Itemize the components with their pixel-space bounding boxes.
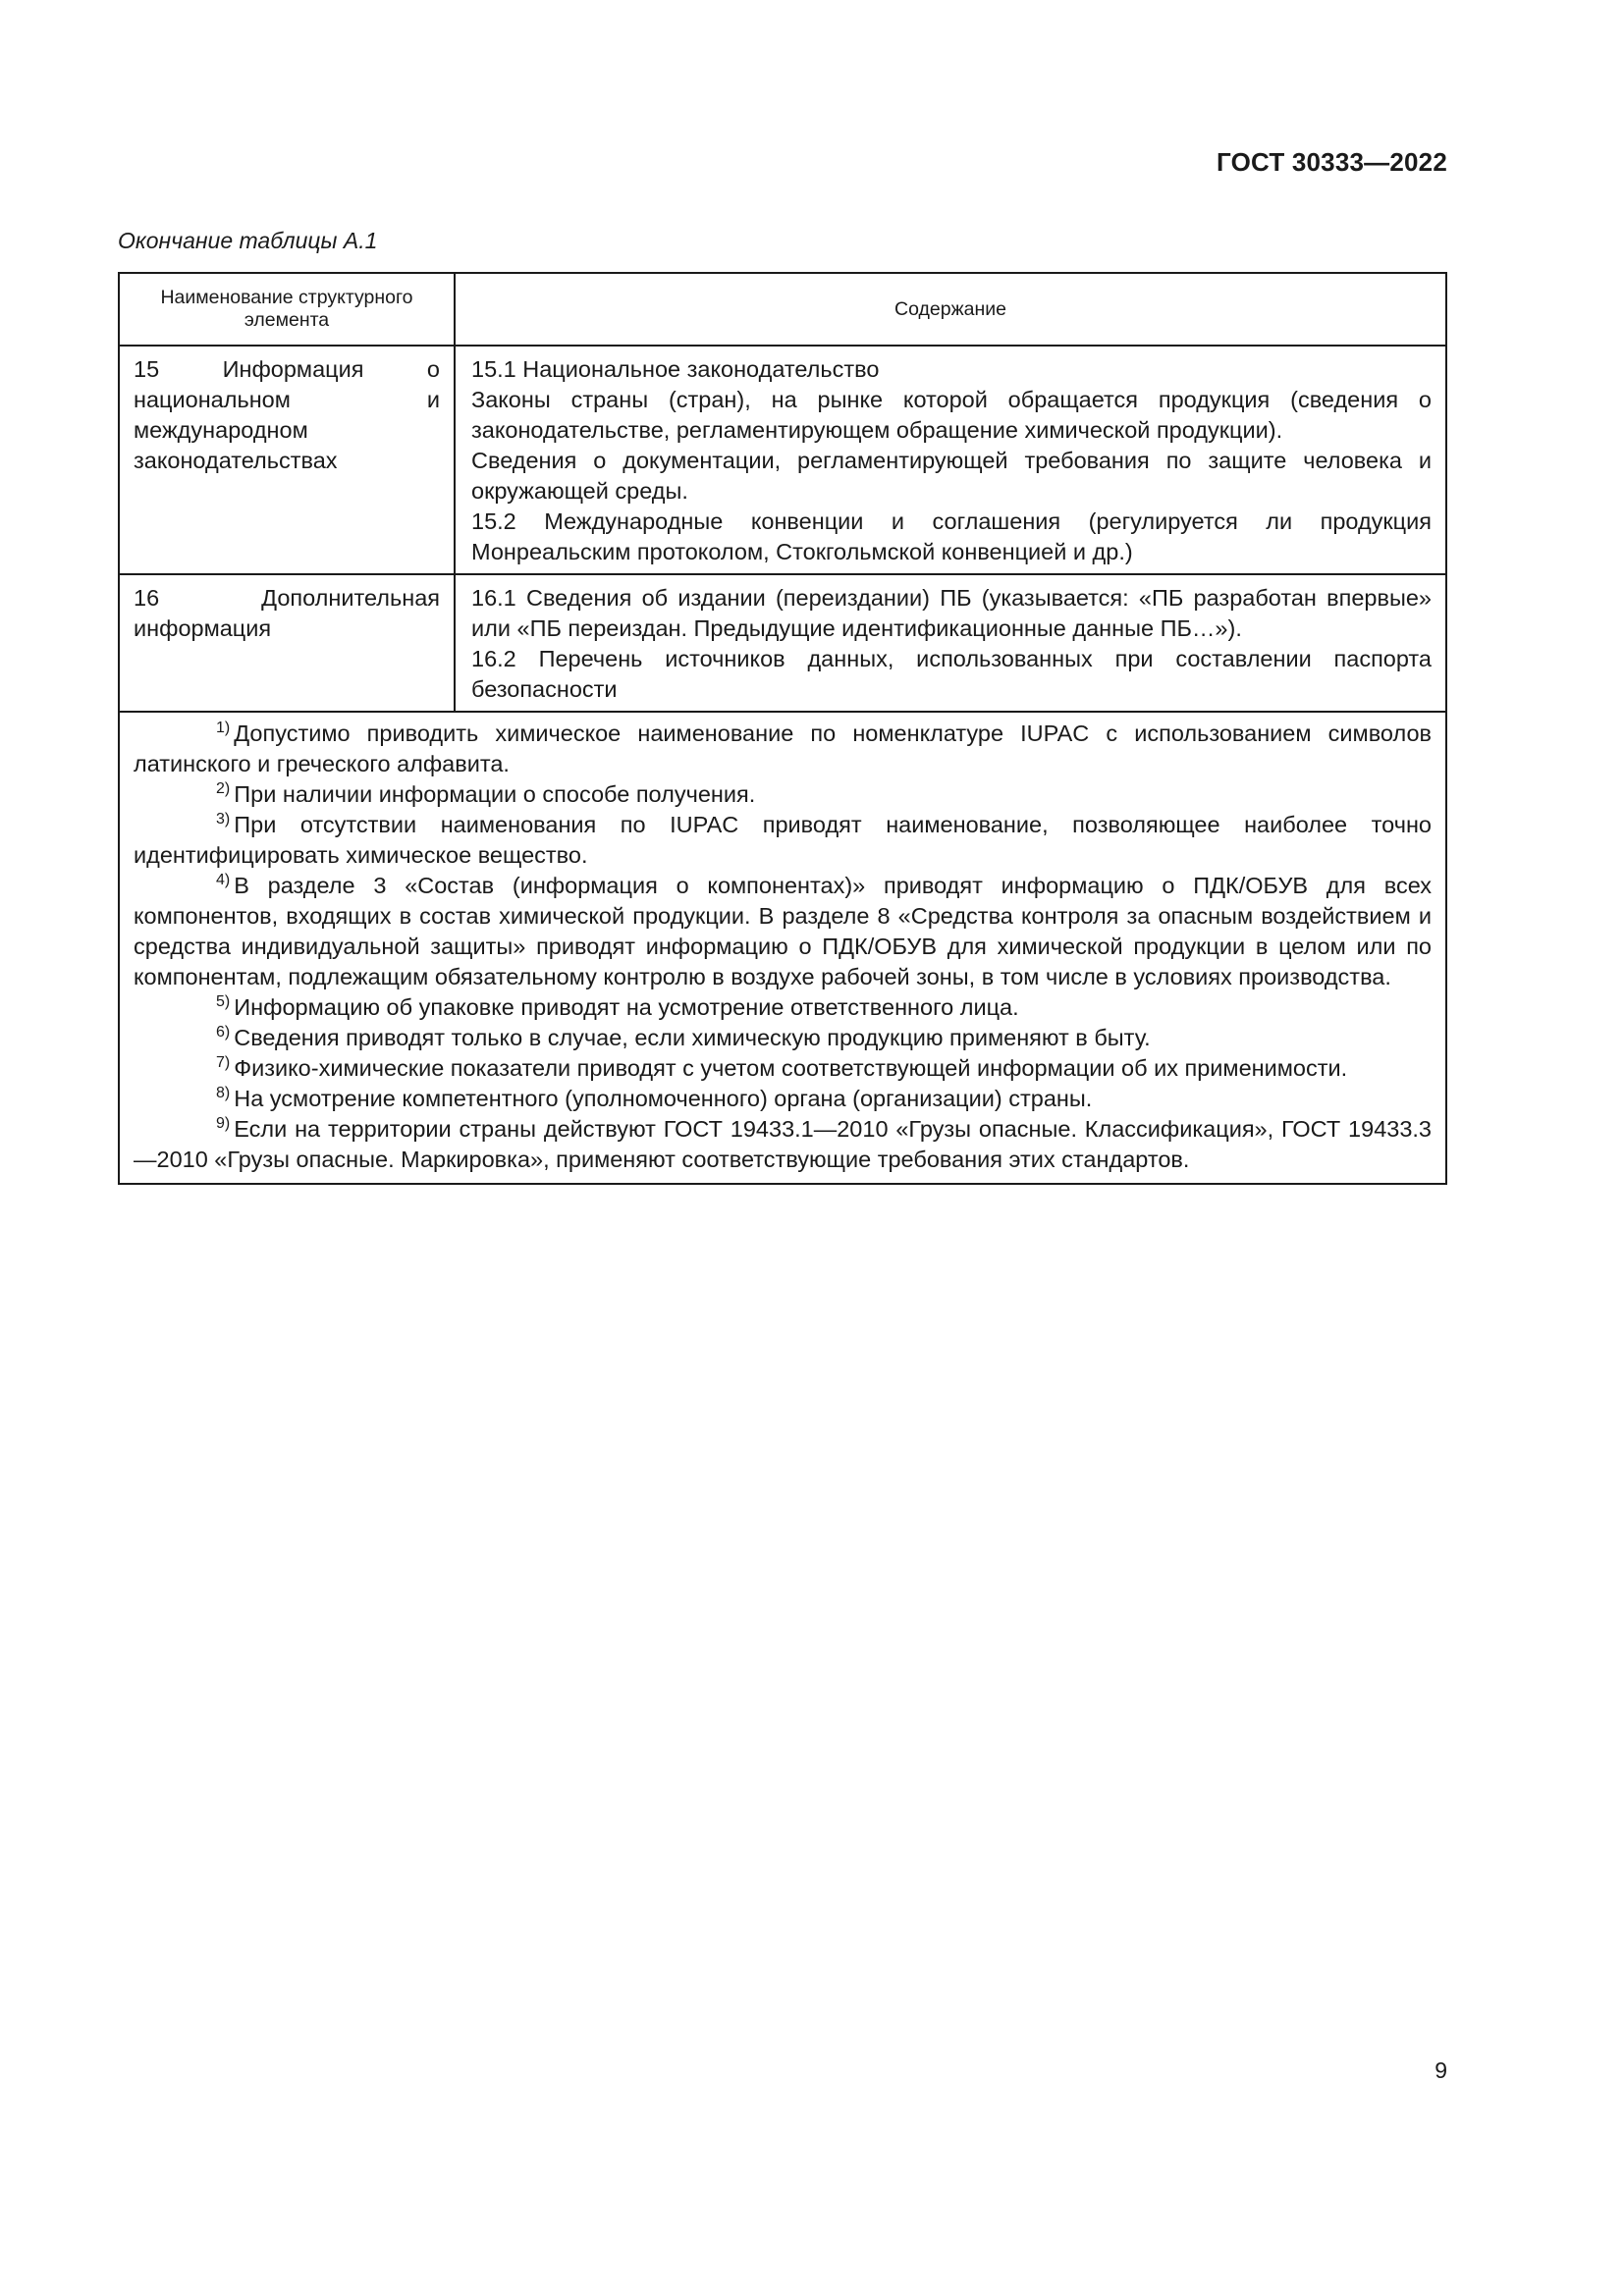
row-16-content <box>455 574 1446 712</box>
row-15-name: 15 Информация о национальном и международном законодательствах <box>119 346 455 574</box>
footnote-marker: 7) <box>216 1054 231 1071</box>
footnote-text: В разделе 3 «Состав (информация о компонентах)» приводят информацию о ПДК/ОБУВ для всех компонентов, входящих в состав химической продукции. В разделе 8 «Средства контроля за опасным воздействием и средства индивидуальной защиты» приводят информацию о ПДК/ОБУВ для химической продукции в целом или по компонентам, подлежащим обязательному контролю в воздухе рабочей зоны, в том числе в условиях производства. <box>134 873 1432 989</box>
footnote-text: Допустимо приводить химическое наименование по номенклатуре IUPAC с использованием символов латинского и греческого алфавита. <box>134 721 1432 776</box>
content-paragraph: Сведения о документации, регламентирующей требования по защите человека и окружающей среды. <box>471 448 1432 504</box>
footnote <box>134 779 1432 810</box>
row-15-content <box>455 346 1446 574</box>
table-row <box>119 346 1446 574</box>
page-number: 9 <box>1435 2057 1447 2083</box>
footnote-marker: 1) <box>216 720 231 736</box>
content-paragraph: 16.2 Перечень источников данных, использованных при составлении паспорта безопасности <box>471 646 1432 702</box>
footnote-text: При отсутствии наименования по IUPAC приводят наименование, позволяющее наиболее точно идентифицировать химическое вещество. <box>134 812 1432 868</box>
footnote <box>134 1023 1432 1053</box>
footnote <box>134 719 1432 779</box>
document-id: ГОСТ 30333—2022 <box>1217 147 1447 177</box>
footnote <box>134 871 1432 992</box>
content-paragraph: 16.1 Сведения об издании (переиздании) ПБ (указывается: «ПБ разработан впервые» или «ПБ переиздан. Предыдущие идентификационные данные ПБ…»). <box>471 585 1432 641</box>
footnote-marker: 9) <box>216 1115 231 1132</box>
footnote-marker: 2) <box>216 780 231 797</box>
footnote <box>134 1084 1432 1114</box>
footnote-text: При наличии информации о способе получения. <box>234 781 756 807</box>
footnote-text: Физико-химические показатели приводят с учетом соответствующей информации об их применимости. <box>234 1055 1348 1081</box>
footnote-marker: 6) <box>216 1024 231 1041</box>
footnote-marker: 3) <box>216 811 231 828</box>
column-header-name: Наименование структурного элемента <box>119 273 455 346</box>
footnote-text: Информацию об упаковке приводят на усмотрение ответственного лица. <box>234 994 1019 1020</box>
footnote-marker: 5) <box>216 993 231 1010</box>
footnote <box>134 992 1432 1023</box>
table-a1 <box>118 272 1447 1185</box>
table-notes <box>119 712 1446 1184</box>
table-caption: Окончание таблицы А.1 <box>118 228 378 253</box>
column-header-content: Содержание <box>455 273 1446 346</box>
footnote-text: Сведения приводят только в случае, если химическую продукцию применяют в быту. <box>234 1025 1151 1050</box>
table-header-row <box>119 273 1446 346</box>
footnote <box>134 810 1432 871</box>
footnote <box>134 1114 1432 1175</box>
footnote-marker: 8) <box>216 1085 231 1101</box>
row-16-name: 16 Дополнительная информация <box>119 574 455 712</box>
content-paragraph: 15.1 Национальное законодательство <box>471 356 880 382</box>
table-notes-row <box>119 712 1446 1184</box>
footnote-marker: 4) <box>216 872 231 888</box>
content-paragraph: 15.2 Международные конвенции и соглашения (регулируется ли продукция Монреальским протоколом, Стокгольмской конвенцией и др.) <box>471 508 1432 564</box>
footnote-text: Если на территории страны действуют ГОСТ 19433.1—2010 «Грузы опасные. Классификация», ГОСТ 19433.3—2010 «Грузы опасные. Маркировка», применяют соответствующие требования этих стандартов. <box>134 1116 1432 1172</box>
footnote <box>134 1053 1432 1084</box>
footnote-text: На усмотрение компетентного (уполномоченного) органа (организации) страны. <box>234 1086 1093 1111</box>
content-paragraph: Законы страны (стран), на рынке которой обращается продукция (сведения о законодательстве, регламентирующем обращение химической продукции). <box>471 387 1432 443</box>
table-row <box>119 574 1446 712</box>
